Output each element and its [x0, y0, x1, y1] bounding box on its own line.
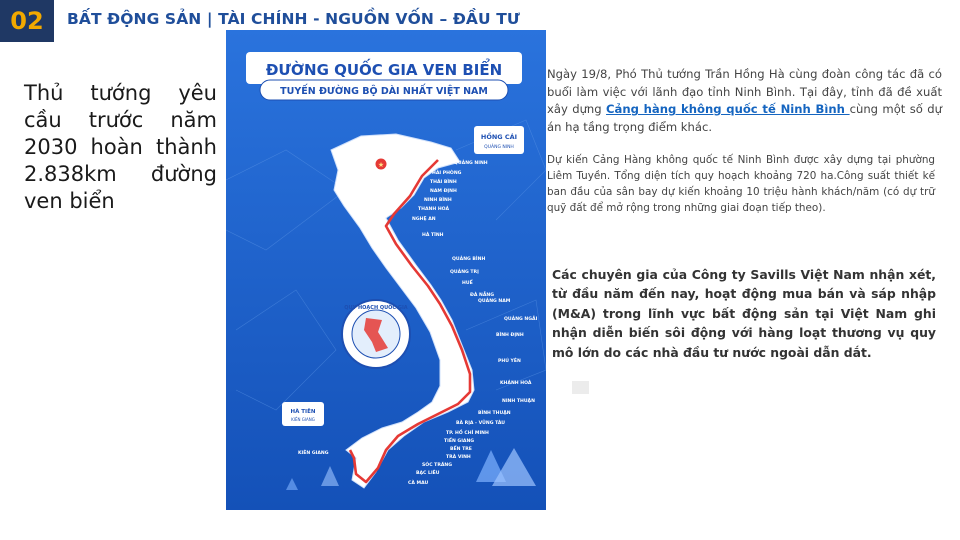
province-label: TIỀN GIANG [444, 439, 475, 444]
province-label: HẢI PHÒNG [432, 171, 462, 176]
province-label: THÁI BÌNH [430, 180, 457, 185]
svg-text:QUY HOẠCH QUỐC GIA: QUY HOẠCH QUỐC GIA [344, 305, 408, 311]
planning-seal [342, 300, 410, 368]
poster-subtitle: TUYẾN ĐƯỜNG BỘ DÀI NHẤT VIỆT NAM [280, 86, 488, 97]
section-number-badge: 02 [0, 0, 54, 42]
svg-text:★: ★ [377, 161, 385, 169]
start-callout [474, 126, 524, 154]
province-label: TP. HỒ CHÍ MINH [446, 431, 489, 436]
province-label: QUẢNG NAM [478, 299, 511, 304]
province-label: BÌNH ĐỊNH [496, 333, 524, 338]
province-label: HÀ TĨNH [422, 233, 444, 238]
province-label: THANH HOÁ [418, 207, 450, 212]
image-placeholder [572, 381, 589, 394]
province-label: NAM ĐỊNH [430, 189, 457, 194]
article-paragraph-3: Các chuyên gia của Công ty Savills Việt Nam nhận xét, từ đầu năm đến nay, hoạt động mua bán và sáp nhập (M&A) trong lĩnh vực bất động sản tại Việt Nam ghi nhận diễn biến sôi động với hàng loạt thương vụ quy mô lớn do các nhà đầu tư nước ngoài dẫn dắt. [552, 267, 936, 360]
province-label: QUẢNG TRỊ [450, 270, 479, 275]
province-label: NINH THUẬN [502, 399, 535, 404]
province-label: KHÁNH HOÀ [500, 381, 532, 386]
province-label: BẠC LIÊU [416, 471, 440, 476]
article-paragraph-2: Dự kiến Cảng Hàng không quốc tế Ninh Bình được xây dựng tại phường Liêm Tuyền. Tổng diện tích quy hoạch khoảng 720 ha.Công suất thiết kế ban đầu của sân bay dự kiến khoảng 10 triệu hành khách/năm (có dự trữ quỹ đất để mở rộng trong những giai đoạn tiếp theo). [547, 154, 935, 214]
poster-title: ĐƯỜNG QUỐC GIA VEN BIỂN [265, 61, 503, 79]
end-callout [282, 402, 324, 426]
province-label: PHÚ YÊN [498, 359, 521, 364]
province-label: HUẾ [462, 281, 473, 286]
svg-text:QUẢNG NINH: QUẢNG NINH [484, 145, 514, 150]
label-kien-giang: KIÊN GIANG [298, 451, 329, 456]
province-label: NINH BÌNH [424, 198, 452, 203]
province-label: BÀ RỊA - VŨNG TÀU [456, 421, 505, 426]
province-label: NGHỆ AN [412, 217, 436, 222]
svg-text:HÀ TIÊN: HÀ TIÊN [290, 409, 316, 415]
section-title: BẤT ĐỘNG SẢN | TÀI CHÍNH - NGUỒN VỐN – ĐẦU TƯ [67, 10, 520, 28]
province-label: QUẢNG BÌNH [452, 257, 486, 262]
province-label: ĐÀ NẴNG [470, 293, 495, 298]
province-label: BẾN TRE [450, 447, 472, 452]
svg-text:HỒNG CÁI: HỒNG CÁI [480, 133, 518, 141]
province-label: TRÀ VINH [446, 455, 471, 460]
headline: Thủ tướng yêu cầu trước năm 2030 hoàn thành 2.838km đường ven biển [24, 81, 217, 213]
svg-text:KIÊN GIANG: KIÊN GIANG [291, 417, 315, 422]
province-label: QUẢNG NINH [454, 161, 488, 166]
province-label: BÌNH THUẬN [478, 411, 511, 416]
poster-graphic [226, 30, 546, 510]
province-label: CÀ MAU [408, 481, 429, 486]
airport-link[interactable]: Cảng hàng không quốc tế Ninh Bình [606, 102, 850, 117]
province-label: SÓC TRĂNG [422, 463, 453, 468]
coastal-road-poster [226, 30, 546, 510]
article-paragraph-1: Ngày 19/8, Phó Thủ tướng Trần Hồng Hà cùng đoàn công tác đã có buổi làm việc với lãnh đạo tỉnh Ninh Bình. Tại đây, tỉnh đã đề xuất xây dựng Cảng hàng không quốc tế Ninh Bình cùng một số dự án hạ tầng trọng điểm khác. [547, 67, 942, 134]
province-label: QUẢNG NGÃI [504, 317, 538, 322]
